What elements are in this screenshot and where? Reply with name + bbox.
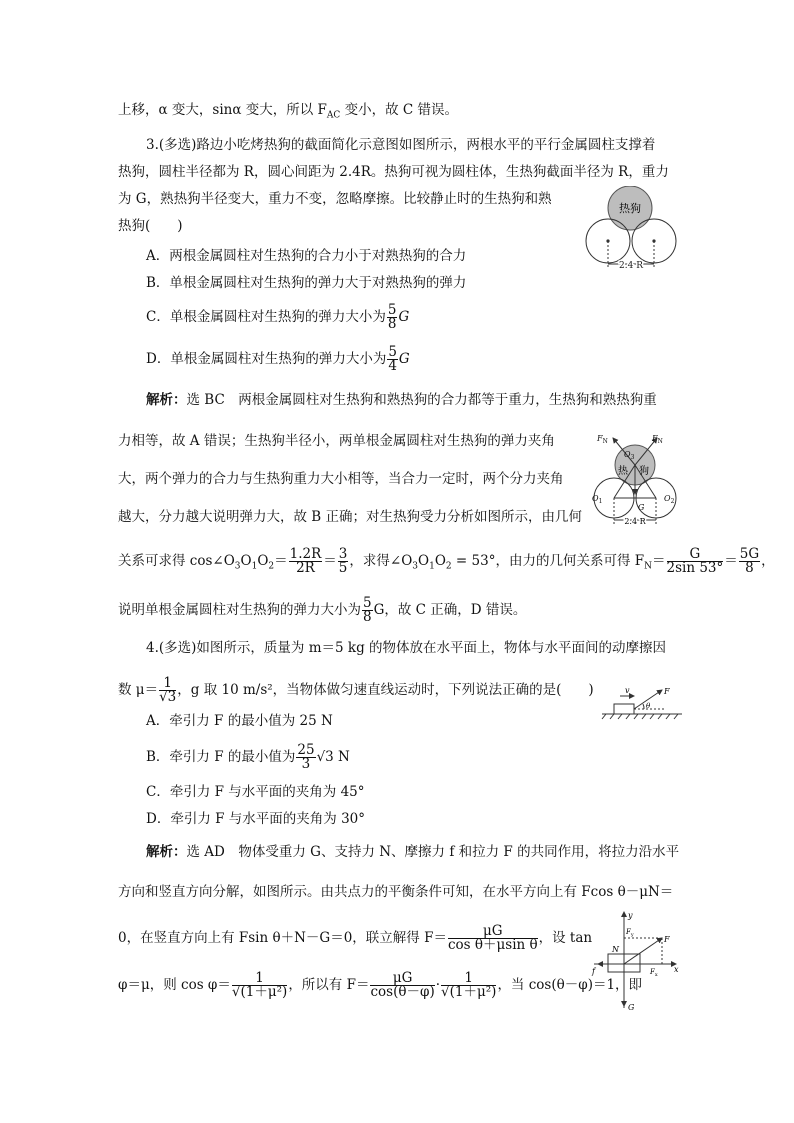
frac-num: 1	[232, 972, 287, 986]
q4-sol4-text: φ＝μ，则 cos φ＝	[118, 977, 231, 993]
q4-stem-1: 4.(多选)如图所示，质量为 m＝5 kg 的物体放在水平面上，物体与水平面间的动摩擦因	[146, 640, 666, 656]
q4-option-b-frac	[296, 744, 315, 771]
fy-sub: y	[630, 932, 634, 938]
q3-option-d-frac	[387, 346, 398, 373]
q3-solution-1	[146, 390, 657, 410]
f-label: F	[664, 687, 670, 696]
theta-label: θ	[646, 702, 651, 710]
n-label: N	[612, 945, 619, 954]
var-g: G	[398, 309, 410, 325]
q4-option-a: A．牵引力 F 的最小值为 25 N	[146, 713, 333, 729]
sol6-frac	[362, 597, 373, 624]
q4-sol4-mid: ，所以有 F＝	[288, 977, 370, 993]
intro-text: 上移，α 变大，sinα 变大，所以 F	[118, 102, 327, 118]
frac-num: 5	[363, 595, 372, 611]
q3-option-c-frac	[387, 304, 398, 331]
frac-num: 25	[297, 742, 315, 758]
var-g: G	[398, 351, 410, 367]
q4-option-b-end: √3 N	[316, 749, 350, 765]
sol6-text: 说明单根金属圆柱对生热狗的弹力大小为	[118, 602, 361, 618]
q4-sol4-dot: ·	[435, 977, 441, 993]
hotdog-label: 热狗	[619, 202, 641, 215]
svg-text:Fy	[625, 928, 634, 938]
q3-solution-5: 关系可求得 $\cos\angle O_3O_1O_2=$ $\frac{1.2R}{2R}$ ＝ $\frac{3}{5}$ ，求得$\angle O_3O_1O_2 = 53^\circ$，由力的几何关系可得 $F_N=$ $\frac{G}{2\sin 53^\circ}$ ＝ $\frac{5G}{8}$ ，	[118, 546, 775, 576]
sol5-frac-2	[338, 548, 349, 575]
fn-right-sub: N	[657, 438, 663, 445]
q3-stem-4: 热狗( )	[118, 218, 183, 234]
block-pull-figure	[600, 684, 684, 722]
q4-option-b-text: B．牵引力 F 的最小值为	[146, 749, 296, 765]
fy-label: F	[626, 928, 631, 936]
svg-text:O2	[664, 494, 675, 505]
q4-stem-2-text: 数 μ＝	[118, 682, 159, 698]
frac-num: μG	[448, 925, 538, 939]
force-decomposition-figure	[588, 908, 684, 1014]
dim-label: 2.4 R	[624, 517, 646, 526]
frac-den: √3	[159, 689, 177, 705]
fx-label: F	[650, 968, 655, 976]
q3-option-b: B．单根金属圆柱对生热狗的弹力大于对熟热狗的弹力	[146, 275, 467, 291]
sol5-mid: ，求得∠O	[349, 553, 413, 569]
hotdog-char-gou: 狗	[639, 466, 649, 477]
o1-label: O	[592, 494, 599, 503]
solution-label: 解析：	[146, 392, 187, 408]
frac-num: G	[667, 548, 724, 562]
sol5-frac-4	[739, 548, 760, 575]
o1-sub: 1	[598, 498, 603, 505]
q3-option-c-text: C．单根金属圆柱对生热狗的弹力大小为	[146, 309, 386, 325]
q4-solution-2: 方向和竖直方向分解，如图所示。由共点力的平衡条件可知，在水平方向上有 Fcos θ－μN＝	[118, 884, 674, 900]
frac-num: 3	[338, 546, 348, 562]
frac-num: 1.2R	[289, 546, 322, 562]
hotdog-figure-1	[578, 186, 698, 278]
q4-solution-3	[118, 925, 592, 952]
friction-label: f	[592, 967, 595, 976]
q4-sol4-frac-2	[370, 972, 434, 999]
q3-option-c	[146, 304, 409, 331]
dim-label: 2.4 R	[619, 261, 643, 271]
g-label: G	[628, 1003, 635, 1012]
fn-left-sub: N	[602, 438, 608, 445]
frac-den: 2R	[296, 560, 315, 576]
ground-hatch	[602, 714, 678, 719]
f-label: F	[664, 935, 670, 944]
q3-option-d-text: D．单根金属圆柱对生热狗的弹力大小为	[146, 351, 387, 367]
solution-text: 选 BC 两根金属圆柱对生热狗和熟热狗的合力都等于重力，生热狗和熟热狗重	[186, 392, 657, 408]
sol6-end: G，故 C 正确，D 错误。	[373, 602, 527, 618]
frac-num: 1	[441, 972, 496, 986]
v-label: v	[625, 686, 630, 695]
frac-num: 5	[387, 302, 397, 318]
frac-den: 8	[745, 560, 754, 576]
q4-option-c: C．牵引力 F 与水平面的夹角为 45°	[146, 784, 365, 800]
q3-option-a: A．两根金属圆柱对生热狗的合力小于对熟热狗的合力	[146, 248, 467, 264]
q4-mu-frac	[159, 677, 176, 704]
frac-den: cos(θ－φ)	[370, 984, 435, 1000]
q3-option-d	[146, 346, 410, 373]
frac-den: 8	[363, 609, 372, 625]
frac-num: 5G	[739, 546, 760, 562]
o3-label: O	[624, 450, 631, 459]
frac-den: 4	[388, 358, 397, 374]
q3-solution-2: 力相等，故 A 错误；生热狗半径小，两单根金属圆柱对生热狗的弹力夹角	[118, 433, 555, 449]
q3-stem-2: 热狗，圆柱半径都为 R，圆心间距为 2.4R。热狗可视为圆柱体，生热狗截面半径为 R，重力	[118, 164, 669, 180]
hotdog-force-figure	[588, 428, 688, 528]
sol5-text: 关系可求得 cos∠O	[118, 553, 235, 569]
q4-sol4-end: ，当 cos(θ－φ)＝1，即	[497, 977, 643, 993]
q4-sol3-end: ，设 tan	[538, 930, 593, 946]
sol5-frac-3	[667, 548, 724, 575]
frac-den: √(1＋μ²)	[441, 984, 497, 1000]
fn-right-label: F	[652, 434, 658, 443]
svg-text:FN	[596, 434, 608, 445]
q4-stem-2	[118, 677, 594, 704]
frac-num: μG	[370, 972, 434, 986]
g-label: G	[638, 503, 645, 512]
frac-num: 1	[159, 677, 176, 691]
q4-option-b	[146, 744, 350, 771]
q3-solution-4: 越大，分力越大说明弹力大，故 B 正确；对生热狗受力分析如图所示，由几何	[118, 509, 583, 525]
hotdog-char-re: 热	[618, 466, 628, 477]
o3-sub: 3	[630, 454, 635, 461]
q4-sol3-frac	[448, 925, 538, 952]
frac-num: 5	[388, 344, 397, 360]
q3-stem-3: 为 G，熟热狗半径变大，重力不变，忽略摩擦。比较静止时的生热狗和熟	[118, 191, 552, 207]
q4-sol4-frac-1	[232, 972, 287, 999]
force-f-arrow	[624, 938, 662, 964]
x-label: x	[674, 965, 679, 974]
block	[614, 704, 634, 714]
frac-den: 8	[387, 316, 397, 332]
intro-sub: AC	[326, 110, 341, 121]
q3-solution-6	[118, 597, 526, 624]
svg-text:O1	[592, 494, 602, 505]
frac-den: √(1＋μ²)	[231, 984, 288, 1000]
q4-solution-1	[146, 842, 679, 862]
frac-den: 2sin 53°	[666, 560, 724, 576]
o2-label: O	[664, 494, 671, 503]
fn-left-label: F	[597, 434, 603, 443]
q4-sol3-text: 0，在竖直方向上有 Fsin θ＋N－G＝0，联立解得 F＝	[118, 930, 447, 946]
theta-arc	[643, 704, 644, 709]
solution-text: 选 AD 物体受重力 G、支持力 N、摩擦力 f 和拉力 F 的共同作用，将拉力沿水平	[186, 844, 680, 860]
o2-sub: 2	[670, 498, 675, 505]
q4-sol4-frac-3	[441, 972, 496, 999]
sol5-frac-1	[289, 548, 323, 575]
fx-sub: x	[654, 972, 658, 978]
y-label: y	[628, 911, 633, 920]
frac-den: 5	[338, 560, 348, 576]
q4-option-d: D．牵引力 F 与水平面的夹角为 30°	[146, 811, 365, 827]
frac-den: 3	[301, 756, 311, 772]
q4-stem-2-end: ，g 取 10 m/s²，当物体做匀速直线运动时，下列说法正确的是( )	[177, 682, 594, 698]
frac-den: cos θ＋μsin θ	[447, 937, 538, 953]
q4-solution-4	[118, 972, 642, 999]
svg-text:Fx	[649, 968, 658, 978]
intro-text-end: 变小，故 C 错误。	[340, 102, 459, 118]
intro-line	[118, 100, 458, 126]
sol5-mid2: = 53°，由力的几何关系可得 F	[451, 553, 645, 569]
q3-solution-3: 大，两个弹力的合力与生热狗重力大小相等，当合力一定时，两个分力夹角	[118, 471, 564, 487]
solution-label: 解析：	[146, 844, 187, 860]
q3-stem-1: 3.(多选)路边小吃烤热狗的截面简化示意图如图所示，两根水平的平行金属圆柱支撑着	[146, 137, 656, 153]
